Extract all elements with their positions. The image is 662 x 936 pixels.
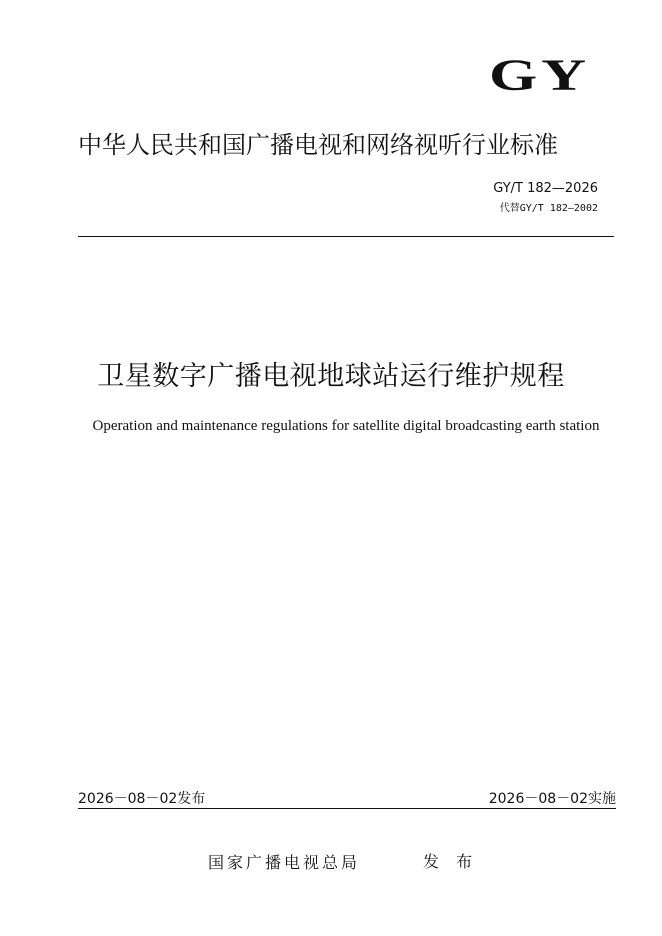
document-title-english: Operation and maintenance regulations for satellite digital broadcasting earth station bbox=[92, 418, 600, 434]
bottom-divider bbox=[78, 808, 616, 809]
implementation-date: 2026－08－02实施 bbox=[488, 791, 616, 807]
standard-number: GY/T 182—2026 bbox=[493, 181, 598, 196]
top-divider bbox=[78, 236, 614, 237]
publish-label: 发 布 bbox=[423, 852, 479, 871]
gy-logo: GY bbox=[489, 50, 590, 100]
issue-date: 2026－08－02发布 bbox=[78, 791, 206, 807]
replaces-standard: 代替GY/T 182—2002 bbox=[499, 203, 598, 214]
standard-body-title: 中华人民共和国广播电视和网络视听行业标准 bbox=[78, 131, 558, 159]
publisher: 国家广播电视总局 bbox=[208, 853, 361, 872]
document-title-chinese: 卫星数字广播电视地球站运行维护规程 bbox=[97, 361, 565, 392]
